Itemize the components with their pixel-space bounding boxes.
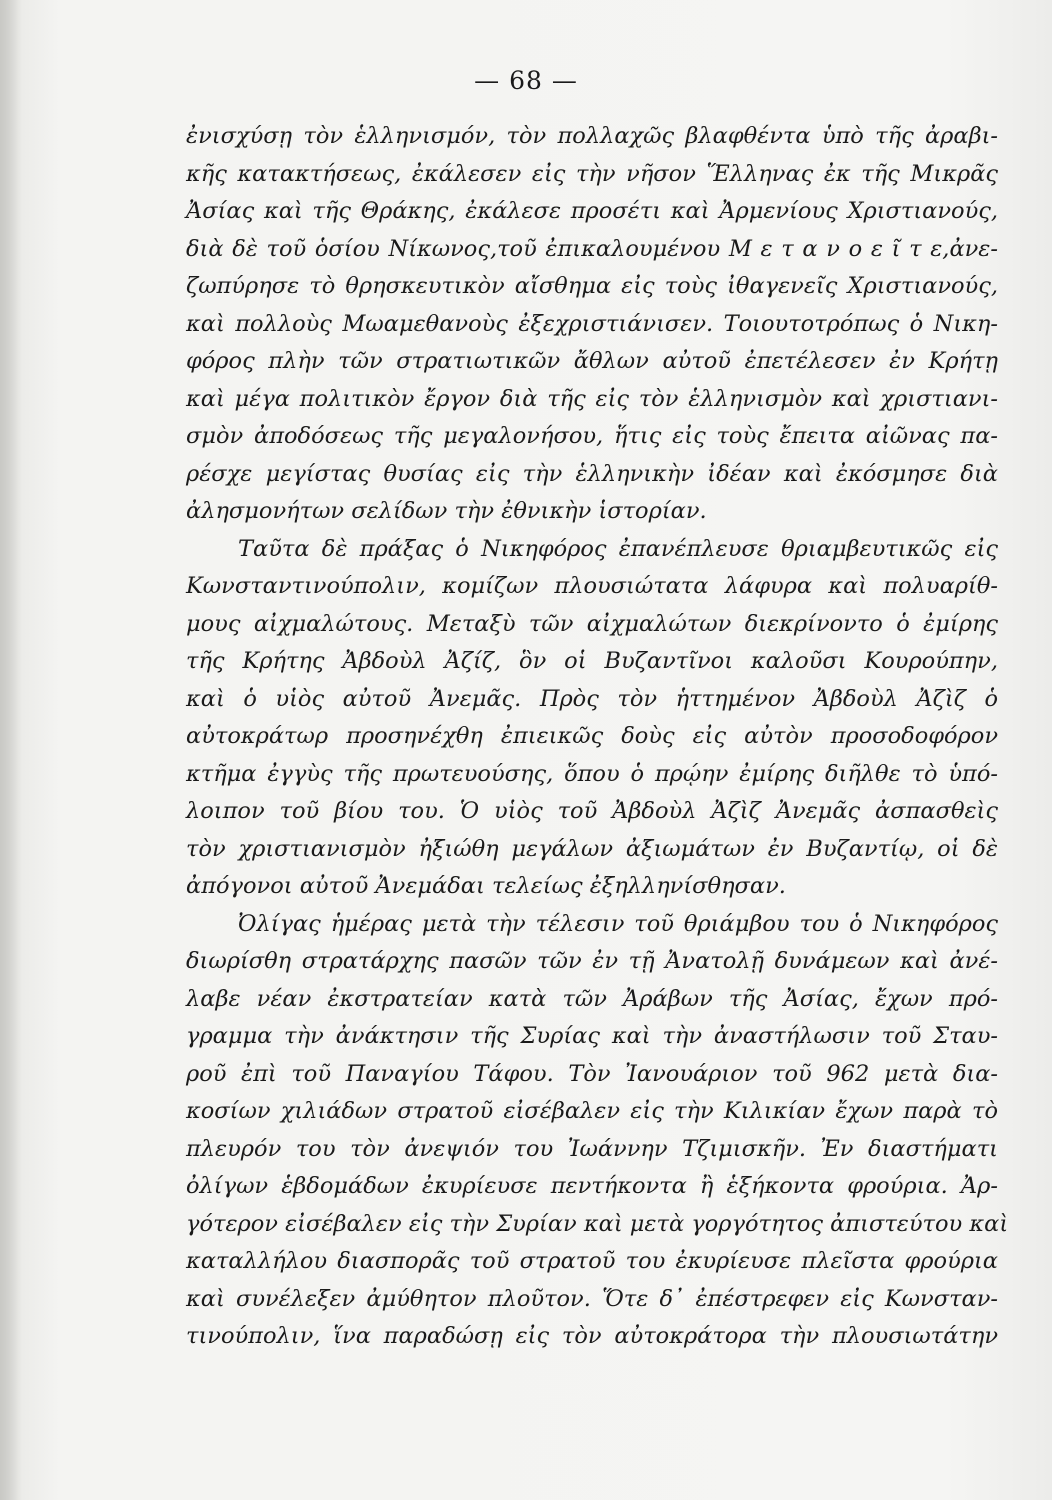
text-line: κοσίων χιλιάδων στρατοῦ εἰσέβαλεν εἰς τὴν Κιλικίαν ἔχων παρὰ τὸ — [186, 1098, 998, 1124]
paragraph-3 — [186, 906, 1009, 1356]
text-line: κῆς κατακτήσεως, ἐκάλεσεν εἰς τὴν νῆσον Ἕλληνας ἐκ τῆς Μικρᾶς — [186, 160, 998, 187]
body-text — [186, 118, 1009, 1356]
text-line: διὰ δὲ τοῦ ὁσίου Νίκωνος,τοῦ ἐπικαλουμένου Μ ε τ α ν ο ε ῖ τ ε,ἀνε- — [186, 235, 998, 262]
text-line: καὶ πολλοὺς Μωαμεθανοὺς ἐξεχριστιάνισεν. Τοιουτοτρόπως ὁ Νικη- — [186, 310, 998, 337]
text-line: αὐτοκράτωρ προσηνέχθη ἐπιεικῶς δοὺς εἰς αὐτὸν προσοδοφόρον — [186, 723, 998, 749]
paragraph-1 — [186, 118, 998, 531]
text-line: ἐνισχύσῃ τὸν ἑλληνισμόν, τὸν πολλαχῶς βλαφθέντα ὑπὸ τῆς ἀραβι- — [186, 123, 998, 149]
text-line: τινούπολιν, ἵνα παραδώσῃ εἰς τὸν αὐτοκράτορα τὴν πλουσιωτάτην — [186, 1323, 998, 1349]
text-line: πλευρόν του τὸν ἀνεψιόν του Ἰωάννην Τζιμισκῆν. Ἐν διαστήματι — [186, 1135, 998, 1162]
text-line: Ὀλίγας ἡμέρας μετὰ τὴν τέλεσιν τοῦ θριάμβου του ὁ Νικηφόρος — [238, 910, 998, 937]
text-line: μους αἰχμαλώτους. Μεταξὺ τῶν αἰχμαλώτων διεκρίνοντο ὁ ἐμίρης — [186, 610, 998, 637]
text-line: τὸν χριστιανισμὸν ἠξιώθη μεγάλων ἀξιωμάτων ἐν Βυζαντίῳ, οἱ δὲ — [186, 835, 998, 862]
text-line: καταλλήλου διασπορᾶς τοῦ στρατοῦ του ἐκυρίευσε πλεῖστα φρούρια — [186, 1248, 998, 1274]
text-line: λοιπον τοῦ βίου του. Ὁ υἱὸς τοῦ Ἀβδοὺλ Ἀζὶζ Ἀνεμᾶς ἀσπασθεὶς — [186, 798, 998, 824]
text-line: ζωπύρησε τὸ θρησκευτικὸν αἴσθημα εἰς τοὺς ἰθαγενεῖς Χριστιανούς, — [186, 273, 998, 299]
text-line: Κωνσταντινούπολιν, κομίζων πλουσιώτατα λάφυρα καὶ πολυαρίθ- — [186, 573, 998, 599]
text-line: καὶ συνέλεξεν ἀμύθητον πλοῦτον. Ὅτε δ᾽ ἐπέστρεφεν εἰς Κωνσταν- — [186, 1285, 998, 1312]
binding-shadow — [0, 0, 22, 1500]
text-line: γότερον εἰσέβαλεν εἰς τὴν Συρίαν καὶ μετὰ γοργότητος ἀπιστεύτου καὶ — [186, 1210, 1009, 1237]
text-line: Ἀσίας καὶ τῆς Θράκης, ἐκάλεσε προσέτι καὶ Ἀρμενίους Χριστιανούς, — [186, 198, 998, 224]
text-line: φόρος πλὴν τῶν στρατιωτικῶν ἄθλων αὐτοῦ ἐπετέλεσεν ἐν Κρήτῃ — [186, 348, 998, 374]
text-line: τῆς Κρήτης Ἀβδοὺλ Ἀζίζ, ὃν οἱ Βυζαντῖνοι καλοῦσι Κουρούπην, — [186, 648, 998, 674]
text-line: ὀλίγων ἑβδομάδων ἐκυρίευσε πεντήκοντα ἢ ἑξήκοντα φρούρια. Ἀρ- — [186, 1173, 998, 1199]
page-number: — 68 — — [474, 66, 578, 95]
text-line: ρέσχε μεγίστας θυσίας εἰς τὴν ἑλληνικὴν ἰδέαν καὶ ἐκόσμησε διὰ — [186, 460, 998, 487]
paragraph-2 — [186, 531, 998, 906]
text-line: ροῦ ἐπὶ τοῦ Παναγίου Τάφου. Τὸν Ἰανουάριον τοῦ 962 μετὰ δια- — [186, 1060, 998, 1087]
text-line: σμὸν ἀποδόσεως τῆς μεγαλονήσου, ἥτις εἰς τοὺς ἔπειτα αἰῶνας πα- — [186, 423, 998, 449]
text-line: καὶ ὁ υἱὸς αὐτοῦ Ἀνεμᾶς. Πρὸς τὸν ἡττημένον Ἀβδοὺλ Ἀζὶζ ὁ — [186, 685, 998, 712]
text-line: κτῆμα ἐγγὺς τῆς πρωτευούσης, ὅπου ὁ πρῴην ἐμίρης διῆλθε τὸ ὑπό- — [186, 760, 998, 787]
text-line: ἀπόγονοι αὐτοῦ Ἀνεμάδαι τελείως ἐξηλληνίσθησαν. — [186, 873, 786, 899]
text-line: Ταῦτα δὲ πράξας ὁ Νικηφόρος ἐπανέπλευσε θριαμβευτικῶς εἰς — [238, 535, 998, 562]
text-line: λαβε νέαν ἐκστρατείαν κατὰ τῶν Ἀράβων τῆς Ἀσίας, ἔχων πρό- — [186, 985, 998, 1012]
text-line: ἀλησμονήτων σελίδων τὴν ἐθνικὴν ἱστορίαν. — [186, 498, 707, 524]
text-line: γραμμα τὴν ἀνάκτησιν τῆς Συρίας καὶ τὴν ἀναστήλωσιν τοῦ Σταυ- — [186, 1023, 998, 1049]
text-line: διωρίσθη στρατάρχης πασῶν τῶν ἐν τῇ Ἀνατολῇ δυνάμεων καὶ ἀνέ- — [186, 948, 998, 974]
text-line: καὶ μέγα πολιτικὸν ἔργον διὰ τῆς εἰς τὸν ἑλληνισμὸν καὶ χριστιανι- — [186, 385, 998, 412]
